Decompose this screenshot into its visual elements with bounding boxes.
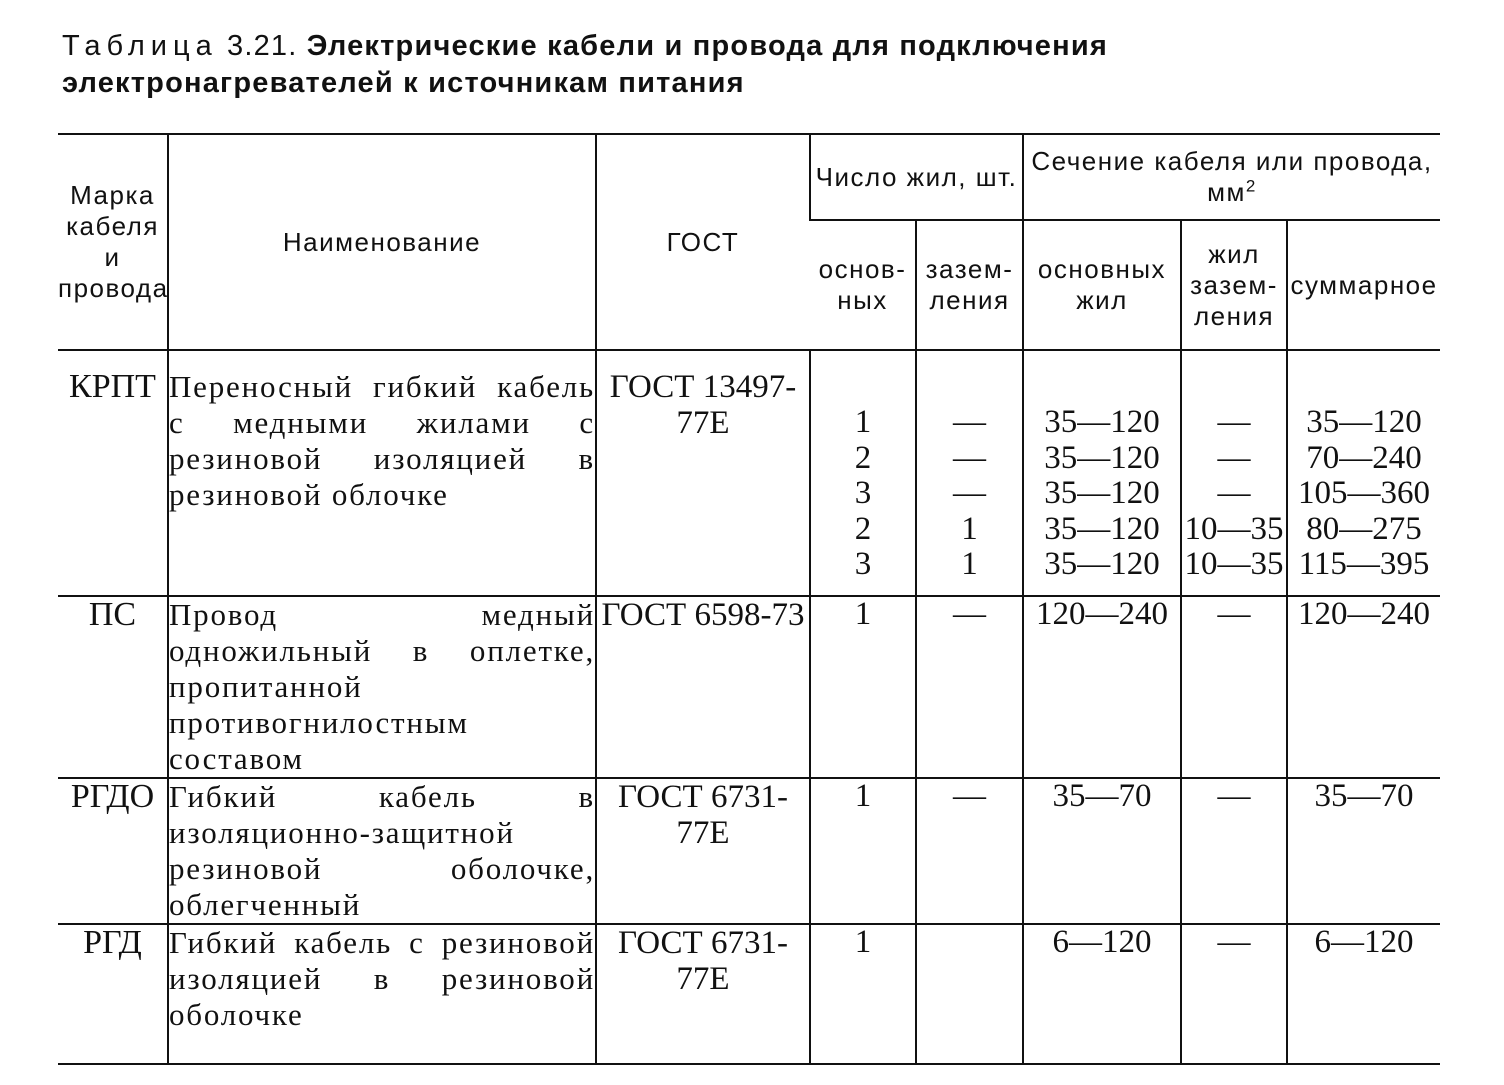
cell-value: 35—120 — [1044, 546, 1160, 582]
cell-value: 1 — [854, 404, 872, 440]
cell-value: 10—35 — [1184, 546, 1284, 582]
cell-name: Переносный гибкий кабель с медными жилами с резиновой изоляцией в резиновой облочке — [168, 350, 596, 596]
cell-sec-main — [1023, 596, 1181, 778]
caption-number: 3.21. — [226, 30, 298, 62]
cell-value: 115—395 — [1298, 546, 1430, 582]
header-sec-total: суммарное — [1287, 220, 1440, 350]
cell-value: 3 — [854, 546, 872, 582]
cell-mark: КРПТ — [69, 368, 156, 405]
cell-cores-ground — [916, 350, 1023, 596]
header-sec-ground: жил зазем-ления — [1181, 220, 1287, 350]
cell-value: — — [953, 439, 986, 476]
cell-value: 35—120 — [1044, 404, 1160, 440]
table-body — [58, 350, 1440, 1064]
cell-cores-main — [810, 596, 916, 778]
cell-cores-main — [810, 778, 916, 924]
header-cores-ground: зазем-ления — [916, 220, 1023, 350]
cell-cores-ground — [916, 778, 1023, 924]
cell-name: Провод медный одножильный в оплетке, пропитанной противогнилостным составом — [169, 597, 595, 776]
cell-value: — — [953, 404, 986, 440]
cell-value: 70—240 — [1306, 439, 1422, 476]
cell-value: 6—120 — [1314, 924, 1414, 960]
cell-value: 1 — [961, 546, 978, 582]
header-sec-main: основных жил — [1023, 220, 1181, 350]
cell-sec-ground — [1181, 350, 1287, 596]
cell-value: — — [953, 596, 986, 632]
table-caption — [62, 28, 1442, 102]
cell-value: 1 — [854, 596, 872, 632]
cell-sec-total — [1287, 596, 1440, 778]
cell-sec-main — [1023, 924, 1181, 1064]
header-cores-group: Число жил, шт. — [810, 134, 1023, 220]
header-section-group — [1023, 134, 1440, 220]
cell-value: 1 — [854, 778, 872, 814]
cell-cores-ground — [916, 924, 1023, 1064]
cell-mark: РГДО — [70, 778, 155, 815]
header-gost: ГОСТ — [596, 134, 810, 350]
cell-mark: РГД — [83, 924, 142, 961]
cell-mark: ПС — [88, 596, 137, 633]
cell-value — [917, 925, 1022, 961]
header-name: Наименование — [168, 134, 596, 350]
cell-value: — — [1217, 924, 1251, 960]
cell-value: 120—240 — [1036, 596, 1168, 632]
cell-value: 2 — [854, 439, 872, 476]
cell-value: — — [1217, 404, 1251, 440]
header-section-sup: 2 — [1245, 176, 1257, 196]
cell-cores-main — [810, 924, 916, 1064]
cell-sec-ground — [1181, 778, 1287, 924]
cell-sec-total — [1287, 924, 1440, 1064]
cell-value: 10—35 — [1184, 510, 1284, 547]
cell-value: 1 — [961, 510, 978, 547]
cell-value: — — [1217, 778, 1251, 814]
cell-sec-main — [1023, 350, 1181, 596]
cell-value: 35—70 — [1052, 778, 1152, 814]
table-row — [58, 350, 1440, 596]
cell-value: 35—120 — [1044, 510, 1160, 547]
cell-value: 35—120 — [1044, 475, 1160, 511]
cell-sec-total — [1287, 778, 1440, 924]
cell-value: — — [1217, 596, 1251, 632]
table-row — [58, 924, 1440, 1064]
cell-gost: ГОСТ 13497-77Е — [596, 350, 810, 596]
header-mark: Марка кабеля и провода — [58, 134, 168, 350]
cell-value: 80—275 — [1306, 510, 1422, 547]
cell-gost: ГОСТ 6731-77Е — [596, 778, 810, 924]
cell-sec-ground — [1181, 596, 1287, 778]
cell-sec-main — [1023, 778, 1181, 924]
table-row — [58, 596, 1440, 778]
cell-value: 105—360 — [1298, 475, 1431, 511]
cell-cores-main — [810, 350, 916, 596]
cell-name: Гибкий кабель с резиновой изоляцией в резиновой оболочке — [168, 924, 596, 1064]
cell-sec-ground — [1181, 924, 1287, 1064]
caption-label: Таблица — [62, 30, 218, 62]
cell-sec-total — [1287, 350, 1440, 596]
cell-value: 1 — [854, 924, 872, 960]
header-cores-main: основ-ных — [810, 220, 916, 350]
cell-name: Гибкий кабель в изоляционно-защитной резиновой оболочке, облегченный — [169, 779, 595, 922]
table-row — [58, 778, 1440, 924]
cell-value: 2 — [854, 510, 872, 547]
cell-value: — — [953, 778, 986, 814]
header-section-text: Сечение кабеля или провода, мм — [1031, 146, 1433, 207]
cell-gost: ГОСТ 6731-77Е — [596, 924, 810, 1064]
cell-value: — — [953, 475, 986, 511]
cell-value: 35—120 — [1044, 439, 1160, 476]
cell-value: — — [1217, 439, 1251, 476]
cables-table — [58, 133, 1440, 1065]
cell-value: 6—120 — [1052, 924, 1152, 960]
cell-value: 120—240 — [1298, 596, 1431, 632]
cell-gost: ГОСТ 6598-73 — [596, 596, 810, 778]
cell-value: 35—120 — [1306, 404, 1422, 440]
cell-cores-ground — [916, 596, 1023, 778]
cell-value: 35—70 — [1314, 778, 1414, 814]
caption-title: Электрические кабели и провода для подключения электронагревателей к источникам питания — [62, 30, 1108, 99]
cell-value: — — [1217, 475, 1251, 511]
cell-value: 3 — [854, 475, 872, 511]
